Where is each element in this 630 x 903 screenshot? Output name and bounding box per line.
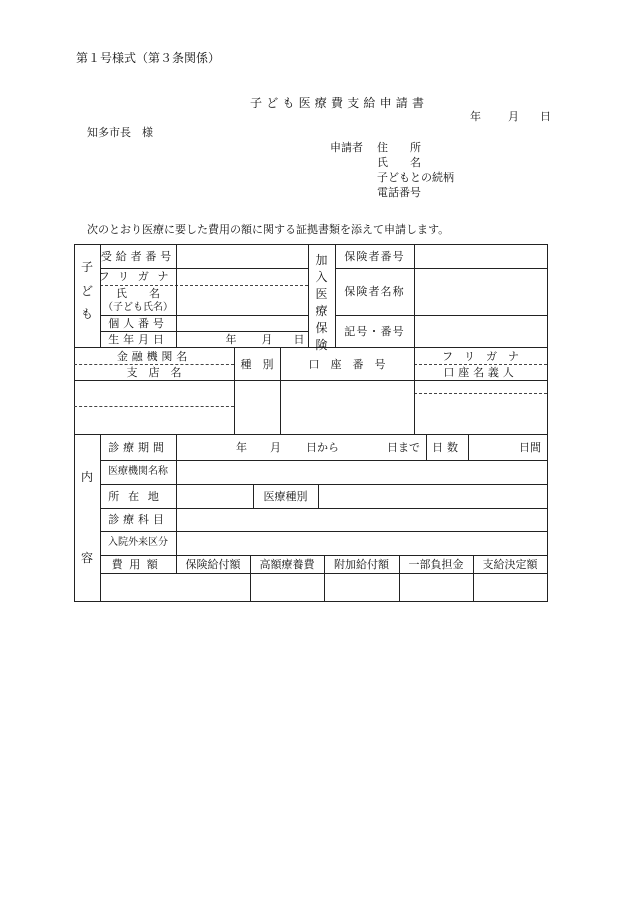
- form-number: 第１号様式（第３条関係）: [76, 51, 221, 65]
- period-month-label: 月: [270, 441, 281, 454]
- details-section-label: 内 容: [80, 470, 93, 565]
- period-from-label: 日から: [306, 441, 339, 454]
- applicant-label: 申請者: [330, 141, 363, 154]
- form-title: 子ども医療費支給申請書: [250, 96, 429, 110]
- intro-text: 次のとおり医療に要した費用の額に関する証拠書類を添えて申請します。: [87, 223, 450, 236]
- days-label: 日数: [432, 440, 462, 454]
- days-unit-label: 日間: [519, 441, 541, 454]
- applicant-relation-label: 子どもとの続柄: [377, 171, 454, 184]
- child-section-label: 子 ど も: [80, 260, 93, 321]
- cost-header-decision: 支給決定額: [482, 557, 538, 571]
- bank-branch-label: 支 店 名: [126, 366, 182, 379]
- addressee: 知多市長 様: [87, 126, 153, 139]
- cost-header-copay: 一部負担金: [408, 557, 464, 571]
- account-number-label: 口 座 番 号: [308, 357, 386, 371]
- date-year-label: 年: [470, 110, 481, 123]
- cost-header-insurance: 保険給付額: [185, 557, 241, 571]
- cost-header-additional: 附加給付額: [334, 557, 389, 571]
- cost-header-total: 費用額: [111, 557, 165, 571]
- child-name-sub-label: （子ども氏名）: [103, 301, 173, 313]
- medical-type-label: 医療種別: [263, 489, 308, 503]
- period-to-label: 日まで: [387, 441, 420, 454]
- birth-date-label: 生年月日: [108, 332, 168, 346]
- period-year-label: 年: [236, 441, 247, 454]
- bank-furigana-label: フ リ ガ ナ: [442, 349, 519, 363]
- birth-day-label: 日: [293, 332, 305, 346]
- bank-institution-label: 金融機関名: [116, 349, 192, 363]
- department-label: 診療科目: [108, 513, 168, 526]
- insurer-number-label: 保険者番号: [344, 249, 405, 263]
- child-name-label: 氏 名: [116, 287, 160, 300]
- insurer-name-label: 保険者名称: [344, 285, 405, 298]
- inout-category-label: 入院外来区分: [108, 537, 168, 548]
- insurance-section-label: 加 入 医 療 保 険: [315, 253, 328, 352]
- applicant-phone-label: 電話番号: [377, 186, 421, 199]
- treatment-period-label: 診療期間: [108, 440, 168, 454]
- date-day-label: 日: [540, 110, 551, 123]
- date-month-label: 月: [508, 110, 519, 123]
- applicant-address-label: 住 所: [377, 141, 421, 154]
- facility-name-label: 医療機関名称: [108, 466, 168, 477]
- cost-header-high-cost: 高額療養費: [259, 557, 315, 571]
- personal-number-label: 個人番号: [108, 316, 168, 330]
- account-holder-label: 口座名義人: [443, 366, 518, 379]
- symbol-number-label: 記号・番号: [344, 324, 405, 338]
- applicant-name-label: 氏 名: [377, 156, 421, 169]
- child-furigana-label: フリガナ: [98, 270, 178, 283]
- birth-year-label: 年: [225, 332, 237, 346]
- recipient-number-label: 受給者番号: [100, 249, 176, 263]
- account-type-label: 種 別: [240, 357, 274, 371]
- location-label: 所在地: [108, 489, 168, 503]
- birth-month-label: 月: [261, 332, 273, 346]
